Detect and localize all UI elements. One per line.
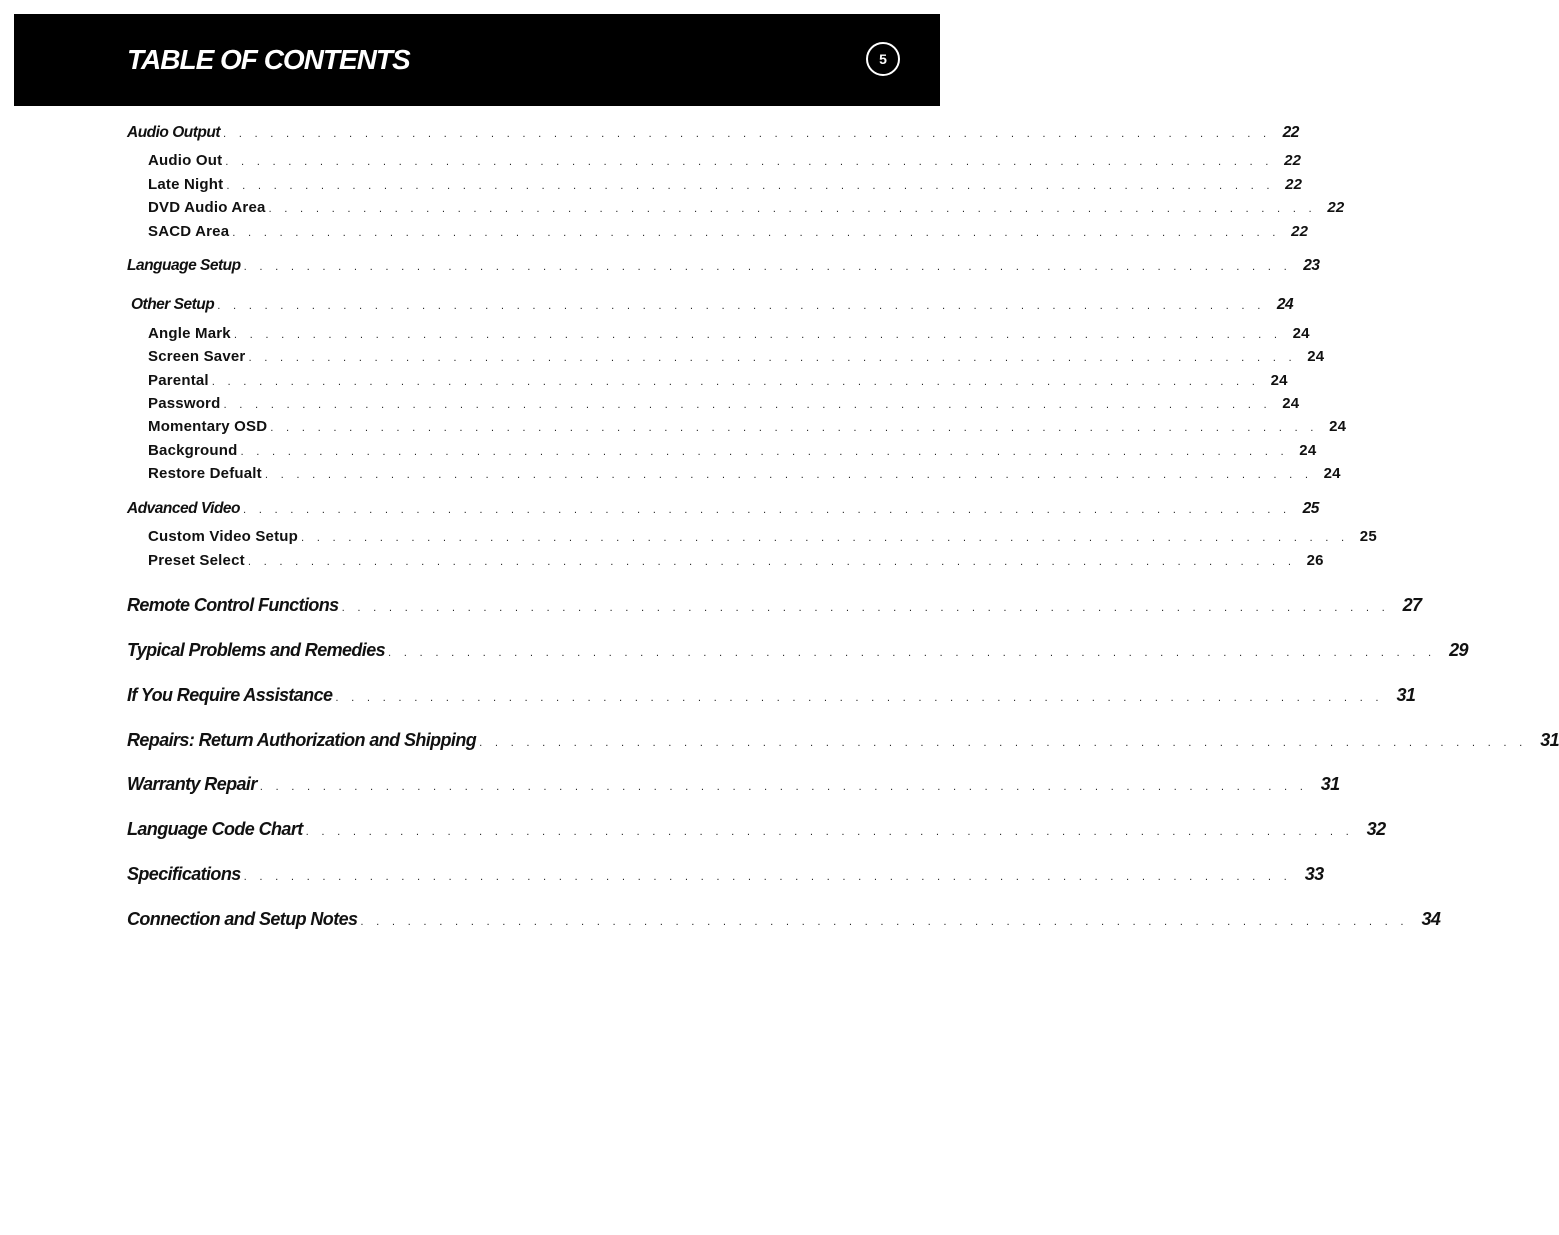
toc-entry-label: Typical Problems and Remedies bbox=[127, 640, 386, 660]
toc-entry-label: Preset Select bbox=[148, 552, 245, 569]
toc-entry-repairs[interactable] bbox=[127, 730, 1559, 751]
leader-dots: . . . . . . . . . . . . . . . . . . . . . . . . . . . . . . . . . . . . . . . . . . . . . . . . . . . . . . . . . . . . . . . . . . . bbox=[240, 447, 1289, 458]
toc-entry-label: Audio Output bbox=[127, 124, 220, 141]
toc-entry-sacd-area[interactable] bbox=[148, 223, 1309, 240]
leader-dots: . . . . . . . . . . . . . . . . . . . . . . . . . . . . . . . . . . . . . . . . . . . . . . . . . . . . . . . . . . . . . . . . . . . bbox=[259, 782, 1308, 793]
toc-entry-label: Remote Control Functions bbox=[127, 595, 339, 615]
toc-entry-page: 24 bbox=[1299, 442, 1317, 459]
page-number-badge: 5 bbox=[866, 42, 900, 76]
leader-dots: . . . . . . . . . . . . . . . . . . . . . . . . . . . . . . . . . . . . . . . . . . . . . . . . . . . . . . . . . . . . . . . . . . . bbox=[360, 917, 1409, 928]
leader-dots: . . . . . . . . . . . . . . . . . . . . . . . . . . . . . . . . . . . . . . . . . . . . . . . . . . . . . . . . . . . . . . . . . . . bbox=[211, 377, 1260, 388]
leader-dots: . . . . . . . . . . . . . . . . . . . . . . . . . . . . . . . . . . . . . . . . . . . . . . . . . . . . . . . . . . . . . . . . . . . bbox=[223, 129, 1271, 140]
toc-entry-page: 27 bbox=[1402, 595, 1422, 615]
toc-entry-page: 24 bbox=[1307, 348, 1325, 365]
toc-entry-other-setup[interactable] bbox=[131, 296, 1294, 314]
leader-dots: . . . . . . . . . . . . . . . . . . . . . . . . . . . . . . . . . . . . . . . . . . . . . . . . . . . . . . . . . . . . . . . . . . . bbox=[243, 872, 1292, 883]
toc-entry-page: 24 bbox=[1276, 296, 1294, 313]
toc-entry-typical-problems[interactable] bbox=[127, 640, 1468, 661]
toc-entry-page: 22 bbox=[1284, 152, 1302, 169]
toc-entry-restore-defualt[interactable] bbox=[148, 465, 1341, 482]
leader-dots: . . . . . . . . . . . . . . . . . . . . . . . . . . . . . . . . . . . . . . . . . . . . . . . . . . . . . . . . . . . . . . . . . . . bbox=[247, 557, 1296, 568]
toc-entry-page: 22 bbox=[1291, 223, 1309, 240]
toc-entry-page: 24 bbox=[1329, 418, 1347, 435]
leader-dots: . . . . . . . . . . . . . . . . . . . . . . . . . . . . . . . . . . . . . . . . . . . . . . . . . . . . . . . . . . . . . . . . . . . bbox=[248, 353, 1297, 364]
toc-entry-label: Connection and Setup Notes bbox=[127, 909, 358, 929]
toc-entry-label: Advanced Video bbox=[127, 500, 241, 517]
leader-dots: . . . . . . . . . . . . . . . . . . . . . . . . . . . . . . . . . . . . . . . . . . . . . . . . . . . . . . . . . . . . . . . . . . . bbox=[225, 157, 1274, 168]
toc-entry-preset-select[interactable] bbox=[148, 552, 1324, 569]
toc-entry-custom-video-setup[interactable] bbox=[148, 528, 1377, 545]
toc-entry-label: Password bbox=[148, 395, 221, 412]
toc-entry-audio-out[interactable] bbox=[148, 152, 1302, 169]
toc-entry-page: 31 bbox=[1540, 730, 1559, 750]
toc-entry-advanced-video[interactable] bbox=[127, 500, 1319, 518]
toc-entry-warranty-repair[interactable] bbox=[127, 774, 1340, 795]
toc-entry-page: 29 bbox=[1449, 640, 1468, 660]
toc-entry-label: Screen Saver bbox=[148, 348, 246, 365]
toc-entry-require-assistance[interactable] bbox=[127, 685, 1416, 706]
toc-entry-label: Language Setup bbox=[127, 257, 241, 274]
leader-dots: . . . . . . . . . . . . . . . . . . . . . . . . . . . . . . . . . . . . . . . . . . . . . . . . . . . . . . . . . . . . . . . . . . . bbox=[217, 301, 1266, 312]
leader-dots: . . . . . . . . . . . . . . . . . . . . . . . . . . . . . . . . . . . . . . . . . . . . . . . . . . . . . . . . . . . . . . . . . . . bbox=[243, 262, 1292, 273]
leader-dots: . . . . . . . . . . . . . . . . . . . . . . . . . . . . . . . . . . . . . . . . . . . . . . . . . . . . . . . . . . . . . . . . . . . bbox=[305, 827, 1354, 838]
toc-entry-page: 25 bbox=[1359, 528, 1377, 545]
toc-entry-page: 24 bbox=[1323, 465, 1341, 482]
toc-entry-page: 25 bbox=[1302, 500, 1319, 517]
toc-entry-label: Late Night bbox=[148, 176, 224, 193]
toc-entry-connection-notes[interactable] bbox=[127, 909, 1441, 930]
toc-entry-label: Angle Mark bbox=[148, 325, 231, 342]
toc-entry-label: If You Require Assistance bbox=[127, 685, 333, 705]
leader-dots: . . . . . . . . . . . . . . . . . . . . . . . . . . . . . . . . . . . . . . . . . . . . . . . . . . . . . . . . . . . . . . . . . . . bbox=[301, 533, 1349, 544]
toc-entry-momentary-osd[interactable] bbox=[148, 418, 1347, 435]
toc-entry-label: DVD Audio Area bbox=[148, 199, 266, 216]
leader-dots: . . . . . . . . . . . . . . . . . . . . . . . . . . . . . . . . . . . . . . . . . . . . . . . . . . . . . . . . . . . . . . . . . . . bbox=[479, 738, 1528, 749]
toc-entry-page: 34 bbox=[1421, 909, 1441, 929]
toc-entry-page: 33 bbox=[1304, 864, 1324, 884]
leader-dots: . . . . . . . . . . . . . . . . . . . . . . . . . . . . . . . . . . . . . . . . . . . . . . . . . . . . . . . . . . . . . . . . . . . bbox=[335, 693, 1384, 704]
toc-entry-label: Repairs: Return Authorization and Shipping bbox=[127, 730, 477, 750]
toc-entry-dvd-audio-area[interactable] bbox=[148, 199, 1345, 216]
leader-dots: . . . . . . . . . . . . . . . . . . . . . . . . . . . . . . . . . . . . . . . . . . . . . . . . . . . . . . . . . . . . . . . . . . . bbox=[270, 423, 1319, 434]
toc-entry-page: 31 bbox=[1320, 774, 1340, 794]
toc-entry-remote-control-functions[interactable] bbox=[127, 595, 1422, 616]
leader-dots: . . . . . . . . . . . . . . . . . . . . . . . . . . . . . . . . . . . . . . . . . . . . . . . . . . . . . . . . . . . . . . . . . . . bbox=[243, 505, 1291, 516]
leader-dots: . . . . . . . . . . . . . . . . . . . . . . . . . . . . . . . . . . . . . . . . . . . . . . . . . . . . . . . . . . . . . . . . . . . bbox=[226, 181, 1275, 192]
leader-dots: . . . . . . . . . . . . . . . . . . . . . . . . . . . . . . . . . . . . . . . . . . . . . . . . . . . . . . . . . . . . . . . . . . . bbox=[233, 330, 1282, 341]
toc-entry-angle-mark[interactable] bbox=[148, 325, 1310, 342]
toc-entry-password[interactable] bbox=[148, 395, 1300, 412]
toc-entry-language-setup[interactable] bbox=[127, 257, 1320, 275]
toc-entry-page: 24 bbox=[1292, 325, 1310, 342]
toc-entry-language-code-chart[interactable] bbox=[127, 819, 1386, 840]
toc-entry-page: 32 bbox=[1366, 819, 1386, 839]
toc-entry-label: Other Setup bbox=[131, 296, 215, 313]
toc-entry-label: Parental bbox=[148, 372, 209, 389]
leader-dots: . . . . . . . . . . . . . . . . . . . . . . . . . . . . . . . . . . . . . . . . . . . . . . . . . . . . . . . . . . . . . . . . . . . bbox=[264, 470, 1313, 481]
toc-entry-parental[interactable] bbox=[148, 372, 1288, 389]
toc-entry-label: Background bbox=[148, 442, 238, 459]
toc-entry-label: Custom Video Setup bbox=[148, 528, 299, 545]
toc-entry-page: 31 bbox=[1396, 685, 1416, 705]
toc-entry-page: 26 bbox=[1306, 552, 1324, 569]
toc-entry-specifications[interactable] bbox=[127, 864, 1324, 885]
leader-dots: . . . . . . . . . . . . . . . . . . . . . . . . . . . . . . . . . . . . . . . . . . . . . . . . . . . . . . . . . . . . . . . . . . . bbox=[388, 648, 1436, 659]
toc-entry-page: 22 bbox=[1282, 124, 1299, 141]
toc-entry-label: Warranty Repair bbox=[127, 774, 257, 794]
toc-entry-label: Audio Out bbox=[148, 152, 223, 169]
toc-entry-page: 22 bbox=[1285, 176, 1303, 193]
leader-dots: . . . . . . . . . . . . . . . . . . . . . . . . . . . . . . . . . . . . . . . . . . . . . . . . . . . . . . . . . . . . . . . . . . . bbox=[232, 228, 1281, 239]
leader-dots: . . . . . . . . . . . . . . . . . . . . . . . . . . . . . . . . . . . . . . . . . . . . . . . . . . . . . . . . . . . . . . . . . . . bbox=[341, 603, 1390, 614]
toc-entry-page: 24 bbox=[1282, 395, 1300, 412]
toc-entry-label: Specifications bbox=[127, 864, 241, 884]
toc-entry-page: 24 bbox=[1270, 372, 1288, 389]
leader-dots: . . . . . . . . . . . . . . . . . . . . . . . . . . . . . . . . . . . . . . . . . . . . . . . . . . . . . . . . . . . . . . . . . . . bbox=[223, 400, 1272, 411]
toc-entry-page: 22 bbox=[1327, 199, 1345, 216]
toc-entry-label: Momentary OSD bbox=[148, 418, 268, 435]
toc-entry-label: Restore Defualt bbox=[148, 465, 262, 482]
page-title: TABLE OF CONTENTS bbox=[127, 44, 410, 75]
leader-dots: . . . . . . . . . . . . . . . . . . . . . . . . . . . . . . . . . . . . . . . . . . . . . . . . . . . . . . . . . . . . . . . . . . . bbox=[268, 204, 1317, 215]
toc-entry-late-night[interactable] bbox=[148, 176, 1303, 193]
toc-entry-background[interactable] bbox=[148, 442, 1317, 459]
toc-entry-audio-output[interactable] bbox=[127, 124, 1299, 142]
toc-entry-screen-saver[interactable] bbox=[148, 348, 1325, 365]
toc-entry-label: SACD Area bbox=[148, 223, 230, 240]
toc-entry-page: 23 bbox=[1303, 257, 1320, 274]
toc-entry-label: Language Code Chart bbox=[127, 819, 303, 839]
